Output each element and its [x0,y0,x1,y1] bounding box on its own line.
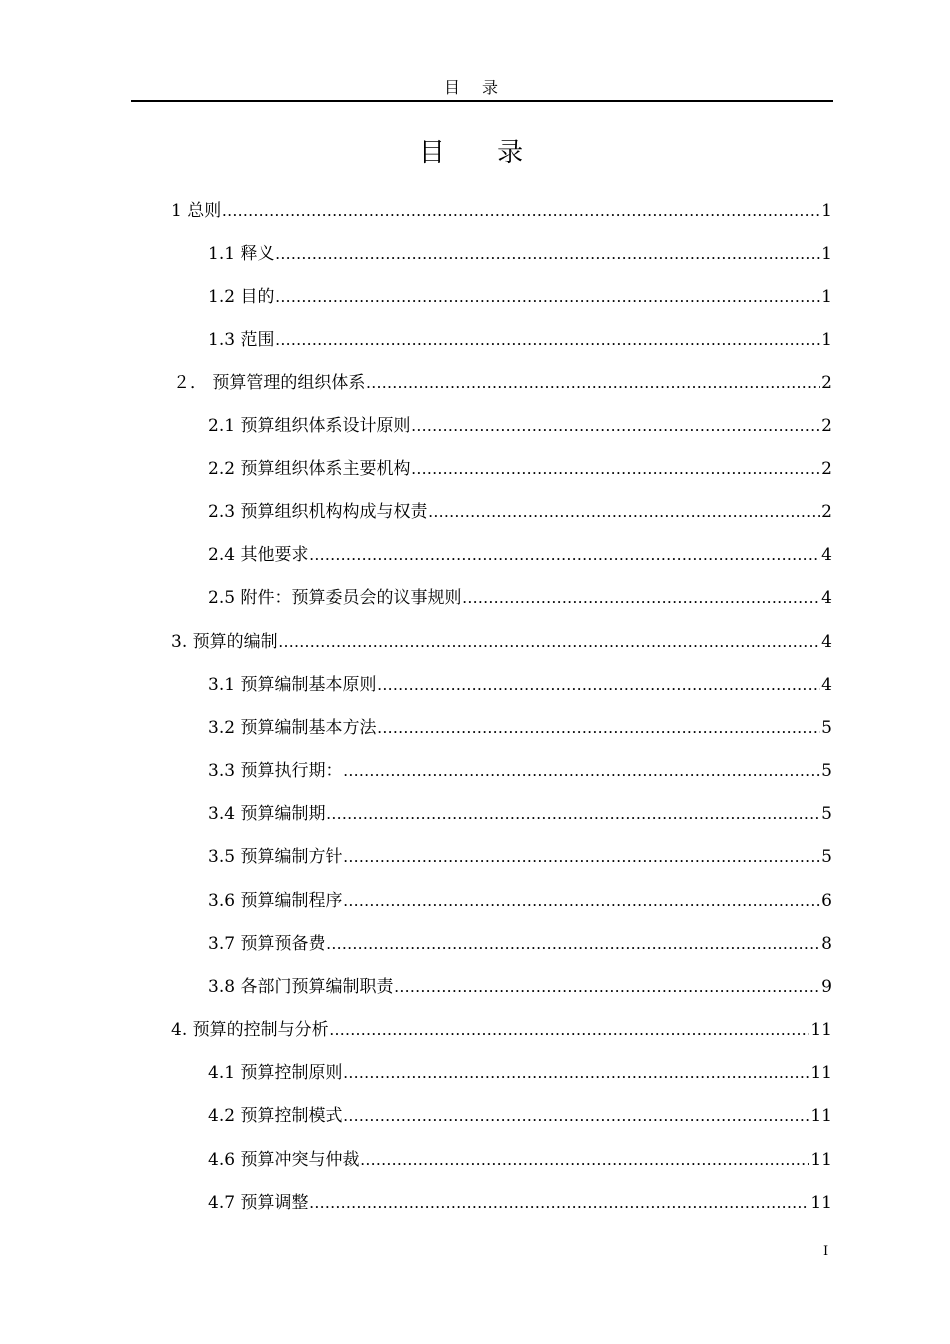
toc-leader-dots [411,459,820,479]
toc-entry-page: 2 [821,373,832,393]
toc-entry-page: 9 [821,977,832,997]
toc-leader-dots [343,1063,809,1083]
toc-entry-label: 3.2 预算编制基本方法 [208,718,377,738]
toc-leader-dots [377,718,820,738]
toc-entry-page: 2 [821,502,832,522]
toc-entry-4[interactable] [171,1016,832,1040]
toc-entry-page: 2 [821,416,832,436]
toc-leader-dots [343,761,820,781]
toc-entry-1[interactable] [171,197,832,221]
toc-entry-3-3[interactable] [208,757,832,781]
toc-entry-label: 2.1 预算组织体系设计原则 [208,416,411,436]
toc-entry-label: 3. 预算的编制 [171,632,278,652]
toc-entry-label: 1 总则 [171,201,222,221]
toc-entry-page: 1 [821,201,832,221]
toc-leader-dots [330,1020,810,1040]
toc-entry-label: 3.5 预算编制方针 [208,847,343,867]
toc-leader-dots [462,588,820,608]
toc-title: 目 录 [418,138,546,168]
toc-entry-page: 11 [810,1063,832,1083]
toc-leader-dots [309,545,820,565]
toc-entry-3-6[interactable] [208,887,832,911]
toc-leader-dots [343,1106,809,1126]
toc-entry-page: 8 [821,934,832,954]
toc-entry-label: 3.6 预算编制程序 [208,891,343,911]
toc-leader-dots [326,934,820,954]
toc-entry-label: 4.1 预算控制原则 [208,1063,343,1083]
toc-entry-1-1[interactable] [208,240,832,264]
toc-entry-page: 4 [821,632,832,652]
toc-entry-label: 4.2 预算控制模式 [208,1106,343,1126]
toc-entry-page: 1 [821,244,832,264]
toc-leader-dots [222,201,820,221]
toc-entry-page: 4 [821,588,832,608]
toc-entry-label: 2.5 附件：预算委员会的议事规则 [208,588,462,608]
toc-entry-3-5[interactable] [208,843,832,867]
toc-entry-label: 3.8 各部门预算编制职责 [208,977,394,997]
toc-leader-dots [326,804,820,824]
toc-entry-2[interactable] [173,369,832,393]
toc-entry-page: 6 [821,891,832,911]
toc-leader-dots [343,891,820,911]
toc-entry-1-3[interactable] [208,326,832,350]
toc-entry-2-4[interactable] [208,541,832,565]
toc-entry-page: 11 [810,1106,832,1126]
toc-leader-dots [343,847,820,867]
toc-entry-page: 1 [821,287,832,307]
toc-entry-4-7[interactable] [208,1189,832,1213]
toc-leader-dots [377,675,820,695]
toc-entry-page: 5 [821,804,832,824]
toc-entry-label: 3.4 预算编制期 [208,804,326,824]
toc-entry-2-2[interactable] [208,455,832,479]
toc-entry-label: 3.3 预算执行期： [208,761,343,781]
toc-leader-dots [275,244,820,264]
toc-entry-page: 11 [810,1150,832,1170]
toc-entry-label: 2.3 预算组织机构构成与权责 [208,502,428,522]
toc-entry-label: ２． 预算管理的组织体系 [173,373,366,393]
header-rule [131,100,833,102]
toc-entry-page: 5 [821,761,832,781]
toc-entry-label: 1.3 范围 [208,330,275,350]
toc-leader-dots [366,373,820,393]
toc-leader-dots [428,502,820,522]
toc-entry-page: 4 [821,545,832,565]
toc-entry-3-8[interactable] [208,973,832,997]
toc-leader-dots [275,330,820,350]
toc-entry-page: 11 [810,1193,832,1213]
toc-leader-dots [411,416,820,436]
toc-entry-label: 2.2 预算组织体系主要机构 [208,459,411,479]
toc-entry-page: 11 [810,1020,832,1040]
toc-entry-label: 4.7 预算调整 [208,1193,309,1213]
toc-entry-page: 4 [821,675,832,695]
toc-entry-label: 4. 预算的控制与分析 [171,1020,329,1040]
toc-entry-page: 2 [821,459,832,479]
toc-entry-2-5[interactable] [208,584,832,608]
running-header: 目录 [443,78,520,97]
toc-leader-dots [275,287,820,307]
toc-leader-dots [309,1193,809,1213]
toc-entry-page: 5 [821,847,832,867]
toc-entry-label: 4.6 预算冲突与仲裁 [208,1150,360,1170]
toc-entry-2-1[interactable] [208,412,832,436]
toc-entry-3-1[interactable] [208,671,832,695]
toc-entry-label: 1.2 目的 [208,287,275,307]
toc-entry-4-2[interactable] [208,1102,832,1126]
toc-leader-dots [394,977,820,997]
page-number: I [823,1244,829,1259]
toc-entry-4-6[interactable] [208,1146,832,1170]
toc-entry-3[interactable] [171,628,832,652]
toc-leader-dots [360,1150,809,1170]
toc-entry-3-7[interactable] [208,930,832,954]
toc-entry-label: 1.1 释义 [208,244,275,264]
toc-entry-page: 5 [821,718,832,738]
toc-leader-dots [279,632,821,652]
toc-entry-3-4[interactable] [208,800,832,824]
toc-entry-page: 1 [821,330,832,350]
toc-entry-4-1[interactable] [208,1059,832,1083]
toc-entry-2-3[interactable] [208,498,832,522]
toc-entry-label: 3.1 预算编制基本原则 [208,675,377,695]
toc-entry-3-2[interactable] [208,714,832,738]
toc-entry-label: 3.7 预算预备费 [208,934,326,954]
toc-entry-label: 2.4 其他要求 [208,545,309,565]
toc-entry-1-2[interactable] [208,283,832,307]
